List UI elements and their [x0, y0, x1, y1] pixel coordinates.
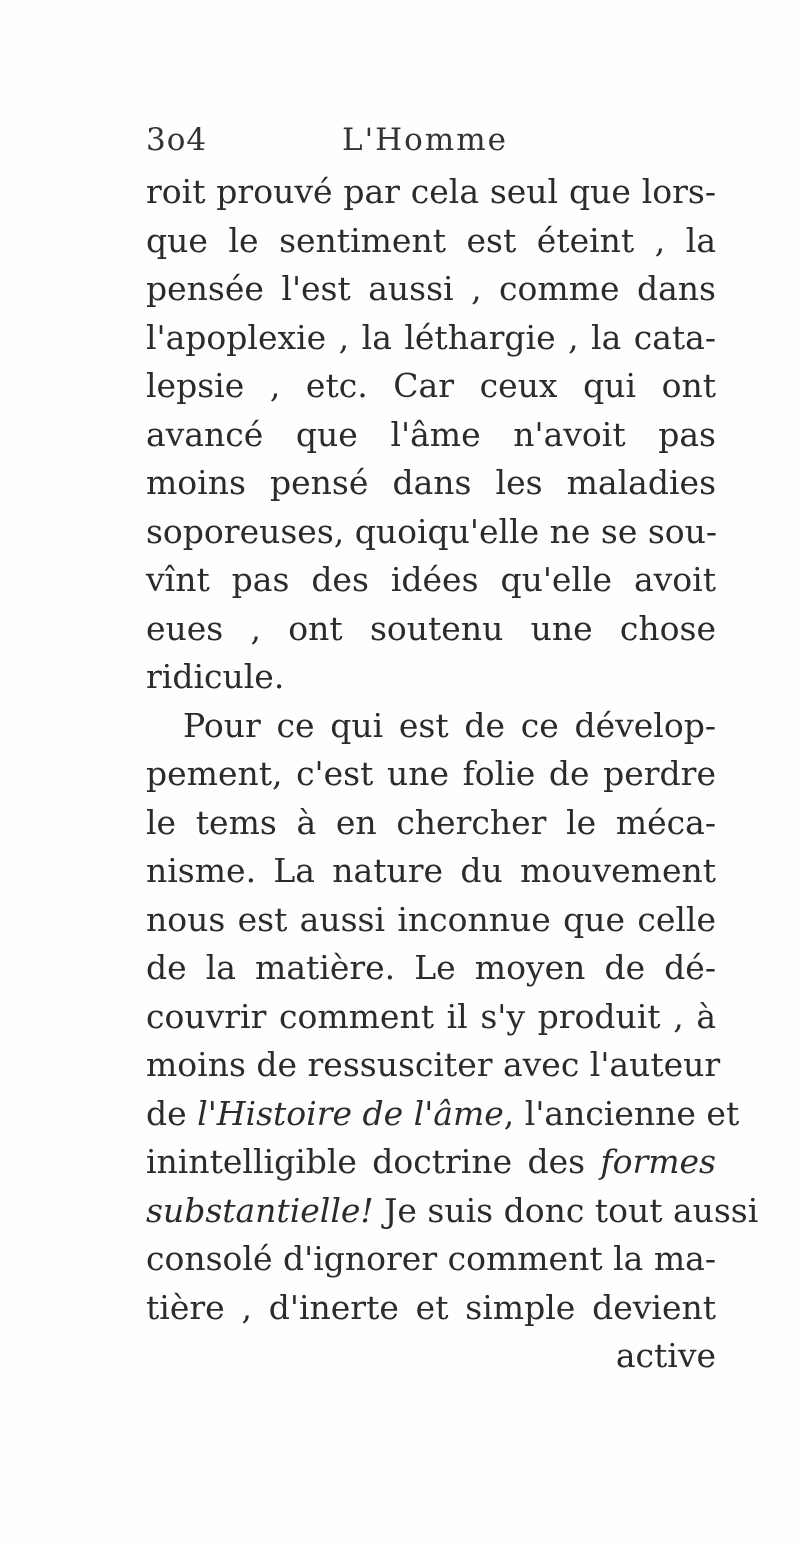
catchword: active — [615, 1336, 716, 1375]
text-line: que le sentiment est éteint , la — [146, 220, 716, 260]
text-segment: , l'ancienne et — [503, 1093, 740, 1133]
text-line: eues , ont soutenu une chose — [146, 608, 716, 648]
text-line: le tems à en chercher le méca- — [146, 802, 716, 842]
text-line: nisme. La nature du mouvement — [146, 851, 716, 890]
italic-term: formes — [600, 1142, 716, 1181]
text-line: de la matière. Le moyen de dé- — [146, 948, 716, 987]
text-line: Pour ce qui est de ce dévelop- — [183, 705, 716, 745]
text-line: pensée l'est aussi , comme dans — [146, 269, 716, 308]
page-header — [146, 122, 706, 166]
text-line: vînt pas des idées qu'elle avoit — [146, 560, 716, 599]
running-title: L'Homme — [342, 122, 508, 158]
text-line: consolé d'ignorer comment la ma- — [146, 1239, 716, 1278]
text-line: pement, c'est une folie de perdre — [146, 754, 716, 793]
italic-term: substantielle! — [146, 1190, 374, 1230]
italic-title: l'Histoire de l'âme — [197, 1093, 504, 1133]
text-line: soporeuses, quoiqu'elle ne se sou- — [146, 511, 718, 551]
text-line: l'apoplexie , la léthargie , la cata- — [146, 317, 716, 357]
text-line: roit prouvé par cela seul que lors- — [146, 172, 716, 211]
text-segment: de — [146, 1093, 198, 1133]
text-segment: Je suis donc tout aussi — [373, 1190, 759, 1230]
text-line — [146, 1138, 716, 1187]
page-number: 3o4 — [146, 122, 208, 158]
text-line: moins de ressusciter avec l'auteur — [146, 1045, 721, 1084]
text-line: tière , d'inerte et simple devient — [146, 1287, 716, 1327]
text-line: moins pensé dans les maladies — [146, 463, 716, 502]
text-line: nous est aussi inconnue que celle — [146, 899, 716, 939]
text-line — [146, 1187, 759, 1236]
body-text — [146, 168, 759, 1381]
text-line — [146, 1090, 740, 1139]
text-line: couvrir comment il s'y produit , à — [146, 996, 716, 1036]
text-line: avancé que l'âme n'avoit pas — [146, 414, 716, 454]
text-line: ridicule. — [146, 657, 285, 696]
text-segment: inintelligible doctrine des — [146, 1142, 601, 1181]
text-line: lepsie , etc. Car ceux qui ont — [146, 366, 716, 405]
